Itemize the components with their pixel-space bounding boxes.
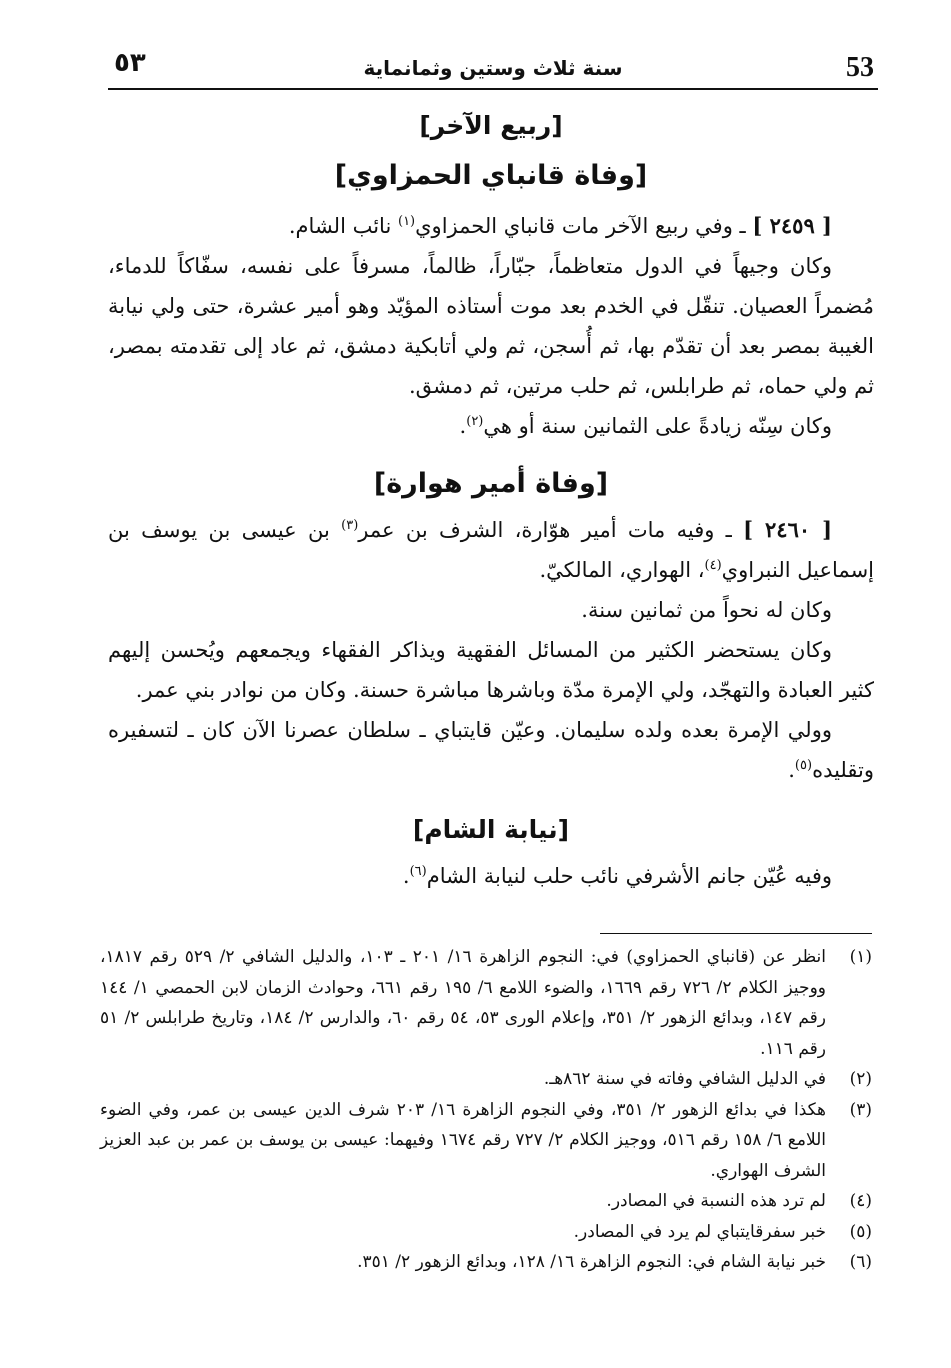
footnote [100,1247,872,1278]
footnote-number: (٦) [849,1252,872,1272]
paragraph-text: وفيه عُيّن جانم الأشرفي نائب حلب لنيابة الشام [426,864,832,888]
footnote-number: (١) [849,947,872,967]
footnote-number: (٣) [849,1099,872,1120]
running-title: سنة ثلاث وستين وثمانماية [363,56,623,80]
paragraph [108,406,874,446]
header-rule [108,88,878,90]
entry-2459 [108,206,874,246]
footnote-ref: (٤) [704,558,722,573]
main-text [108,108,874,896]
footnote-text: انظر عن (قانباي الحمزاوي) في: النجوم الزاهرة ١٦/ ٢٠١ ـ ١٠٣، والدليل الشافي ٢/ ٥٢٩ رقم ١٨١٧، ووجيز الكلام ٢/ ٧٢٦ رقم ١٦٦٩، والضوء اللامع ٦/ ١٩٥ رقم ٦٦١، وحوادث الزمان لابن الحمصي ١/ ١٤٤ رقم ١٤٧، وبدائع الزهور ٢/ ٣٥١، وإعلام الورى ٥٣، ٥٤ رقم ٦٠، والدارس ٢/ ١٨٤، وتاريخ طرابلس ٢/ ٥١ رقم ١١٦. [100,947,826,1059]
entry-number: [ ٢٤٥٩ ] [752,213,832,238]
page-number-latin: 53 [846,52,874,83]
entry-text: ـ وفي ربيع الآخر مات قانباي الحمزاوي [415,214,753,238]
entry-2460 [108,510,874,590]
footnote-number: (٥) [849,1221,872,1242]
paragraph-text: . [402,864,410,888]
footnote-number: (٢) [849,1069,872,1089]
footnote [100,942,872,1064]
paragraph: وكان له نحواً من ثمانين سنة. [581,598,832,622]
paragraph-text: وكان سِنّه زيادةً على الثمانين سنة أو هي [483,414,832,438]
footnote-text: خبر نيابة الشام في: النجوم الزاهرة ١٦/ ١٢٨، وبدائع الزهور ٢/ ٣٥١. [357,1252,826,1272]
footnote-ref: (٦) [409,864,427,879]
paragraph: وكان يستحضر الكثير من المسائل الفقهية ويذاكر الفقهاء ويجمعهم ويُحسن إليهم كثير العبادة والتهجّد، ولي الإمرة مدّة وباشرها مباشرة حسنة. وكان من نوادر بني عمر. [108,638,874,702]
entry-text: ـ وفيه مات أمير هوّارة، الشرف بن عمر [358,518,744,542]
footnote [100,1095,872,1187]
paragraph [108,856,874,896]
footnote [100,1186,872,1217]
footnote-text: لم ترد هذه النسبة في المصادر. [606,1191,826,1211]
footnote-ref: (١) [397,214,416,229]
footnotes [100,942,872,1278]
section-heading-qanbay: [وفاة قانباي الحمزاوي] [334,160,648,191]
footnote-ref: (٥) [794,758,813,773]
paragraph-text: . [459,414,467,438]
entry-number: [ ٢٤٦٠ ] [743,517,833,542]
section-heading-hawwara: [وفاة أمير هوارة] [373,468,609,499]
page-header [108,48,878,88]
footnote [100,1064,872,1095]
footnote-text: في الدليل الشافي وفاته في سنة ٨٦٢هـ. [543,1069,826,1089]
paragraph-text: وولي الإمرة بعده ولده سليمان. وعيّن قايتباي ـ سلطان عصرنا الآن كان ـ لتسفيره وتقليده [108,718,874,782]
footnote-number: (٤) [849,1191,872,1211]
footnote-ref: (٢) [466,414,484,429]
paragraph [108,710,874,790]
month-heading: [ربيع الآخر] [419,111,563,140]
page-number-arabic: ٥٣ [114,48,146,78]
entry-text: بن عيسى بن يوسف بن إسماعيل النبراوي [108,518,874,582]
footnote-text: هكذا في بدائع الزهور ٢/ ٣٥١، وفي النجوم الزاهرة ١٦/ ٢٠٣ شرف الدين عيسى بن عمر، وفي الضوء اللامع ٦/ ١٥٨ رقم ٥١٦، ووجيز الكلام ٢/ ٧٢٧ رقم ١٦٧٤ وفيهما: عيسى بن يوسف بن عمر بن عبد العزيز الشرف الهواري. [100,1099,826,1181]
footnote-rule [600,933,872,934]
entry-text: ، الهواري، المالكيّ. [539,558,705,582]
section-heading-sham: [نيابة الشام] [412,815,570,844]
footnote [100,1217,872,1248]
entry-text: نائب الشام. [288,214,398,238]
footnote-ref: (٣) [341,518,359,533]
paragraph: وكان وجيهاً في الدول متعاظماً، جبّاراً، ظالماً، مسرفاً على نفسه، سفّاكاً للدماء، مُضمراً العصيان. تنقّل في الخدم بعد موت أستاذه المؤيّد وهو أمير عشرة، حتى ولي نيابة الغيبة بمصر بعد أن تقدّم بها، ثم أُسجن، ثم ولي أتابكية دمشق، ثم عاد إلى تقدمته بمصر، ثم ولي حماه، ثم طرابلس، ثم حلب مرتين، ثم دمشق. [108,254,875,398]
paragraph-text: . [788,758,795,782]
footnote-text: خبر سفرقايتباي لم يرد في المصادر. [573,1221,826,1242]
